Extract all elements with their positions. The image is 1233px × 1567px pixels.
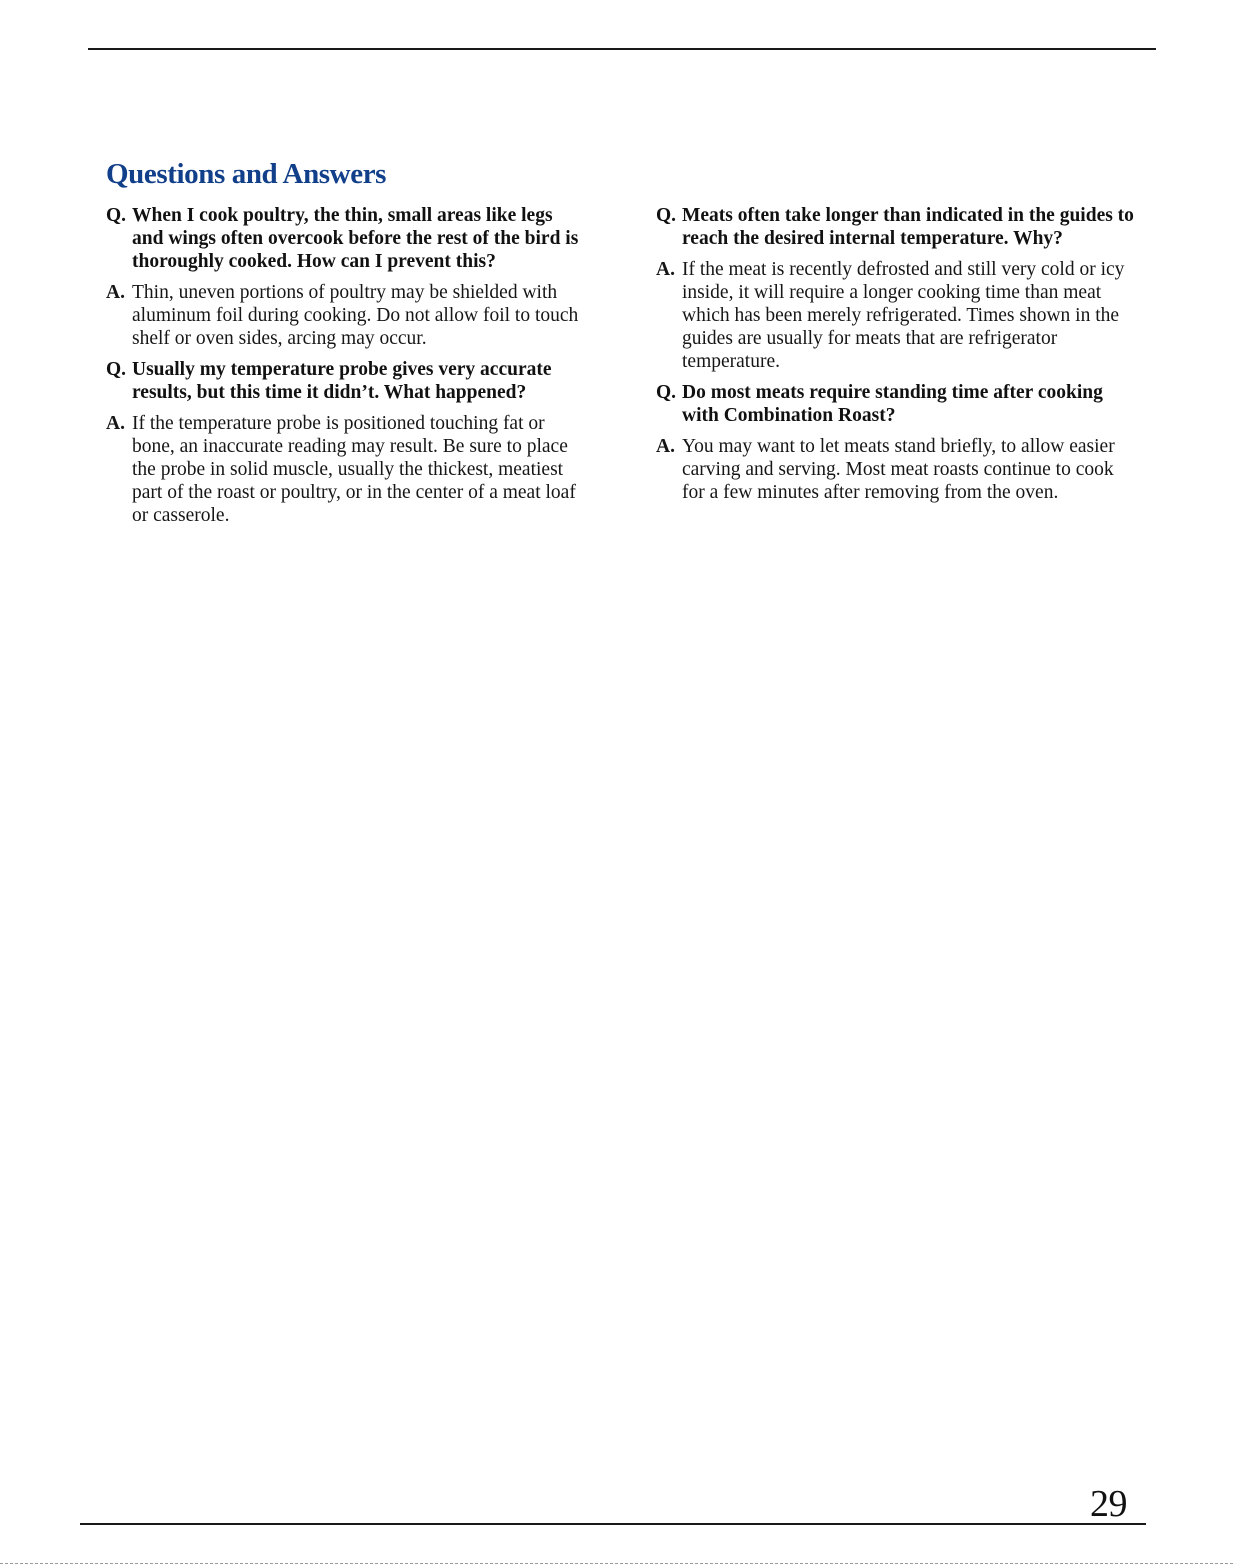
- bottom-rule: [80, 1523, 1146, 1525]
- question-text: Meats often take longer than indicated in the guides to reach the desired internal temperature. Why?: [682, 205, 1134, 249]
- question-marker: Q.: [106, 205, 127, 226]
- answer-marker: A.: [656, 436, 675, 457]
- answer-text: You may want to let meats stand briefly, to allow easier carving and serving. Most meat roasts continue to cook for a few minutes after removing from the oven.: [682, 436, 1115, 503]
- question-text: When I cook poultry, the thin, small areas like legs and wings often overcook before the rest of the bird is thoroughly cooked. How can I prevent this?: [132, 205, 579, 272]
- answer-text: If the temperature probe is positioned touching fat or bone, an inaccurate reading may result. Be sure to place the probe in solid muscle, usually the thickest, meatiest part of the roast or poultry, or in the center of a meat loaf or casserole.: [132, 413, 576, 526]
- question-2: [106, 358, 586, 404]
- left-column: [106, 204, 586, 535]
- answer-2: [106, 412, 586, 527]
- question-text: Do most meats require standing time after cooking with Combination Roast?: [682, 382, 1103, 426]
- question-marker: Q.: [106, 359, 127, 380]
- answer-1: [106, 281, 586, 350]
- question-marker: Q.: [656, 382, 677, 403]
- answer-3: [656, 258, 1136, 373]
- answer-text: If the meat is recently defrosted and still very cold or icy inside, it will require a longer cooking time than meat which has been merely refrigerated. Times shown in the guides are usually for meats that are refrigerator temperature.: [682, 259, 1125, 372]
- question-marker: Q.: [656, 205, 677, 226]
- scan-edge-line: [0, 1563, 1233, 1564]
- top-rule: [88, 48, 1156, 50]
- answer-marker: A.: [106, 282, 125, 303]
- page-number: 29: [1090, 1483, 1127, 1525]
- answer-4: [656, 435, 1136, 504]
- question-4: [656, 381, 1136, 427]
- question-3: [656, 204, 1136, 250]
- answer-marker: A.: [106, 413, 125, 434]
- answer-marker: A.: [656, 259, 675, 280]
- question-1: [106, 204, 586, 273]
- right-column: [656, 204, 1136, 512]
- answer-text: Thin, uneven portions of poultry may be shielded with aluminum foil during cooking. Do not allow foil to touch shelf or oven sides, arcing may occur.: [132, 282, 579, 349]
- question-text: Usually my temperature probe gives very accurate results, but this time it didn’t. What happened?: [132, 359, 552, 403]
- section-title: Questions and Answers: [106, 158, 387, 190]
